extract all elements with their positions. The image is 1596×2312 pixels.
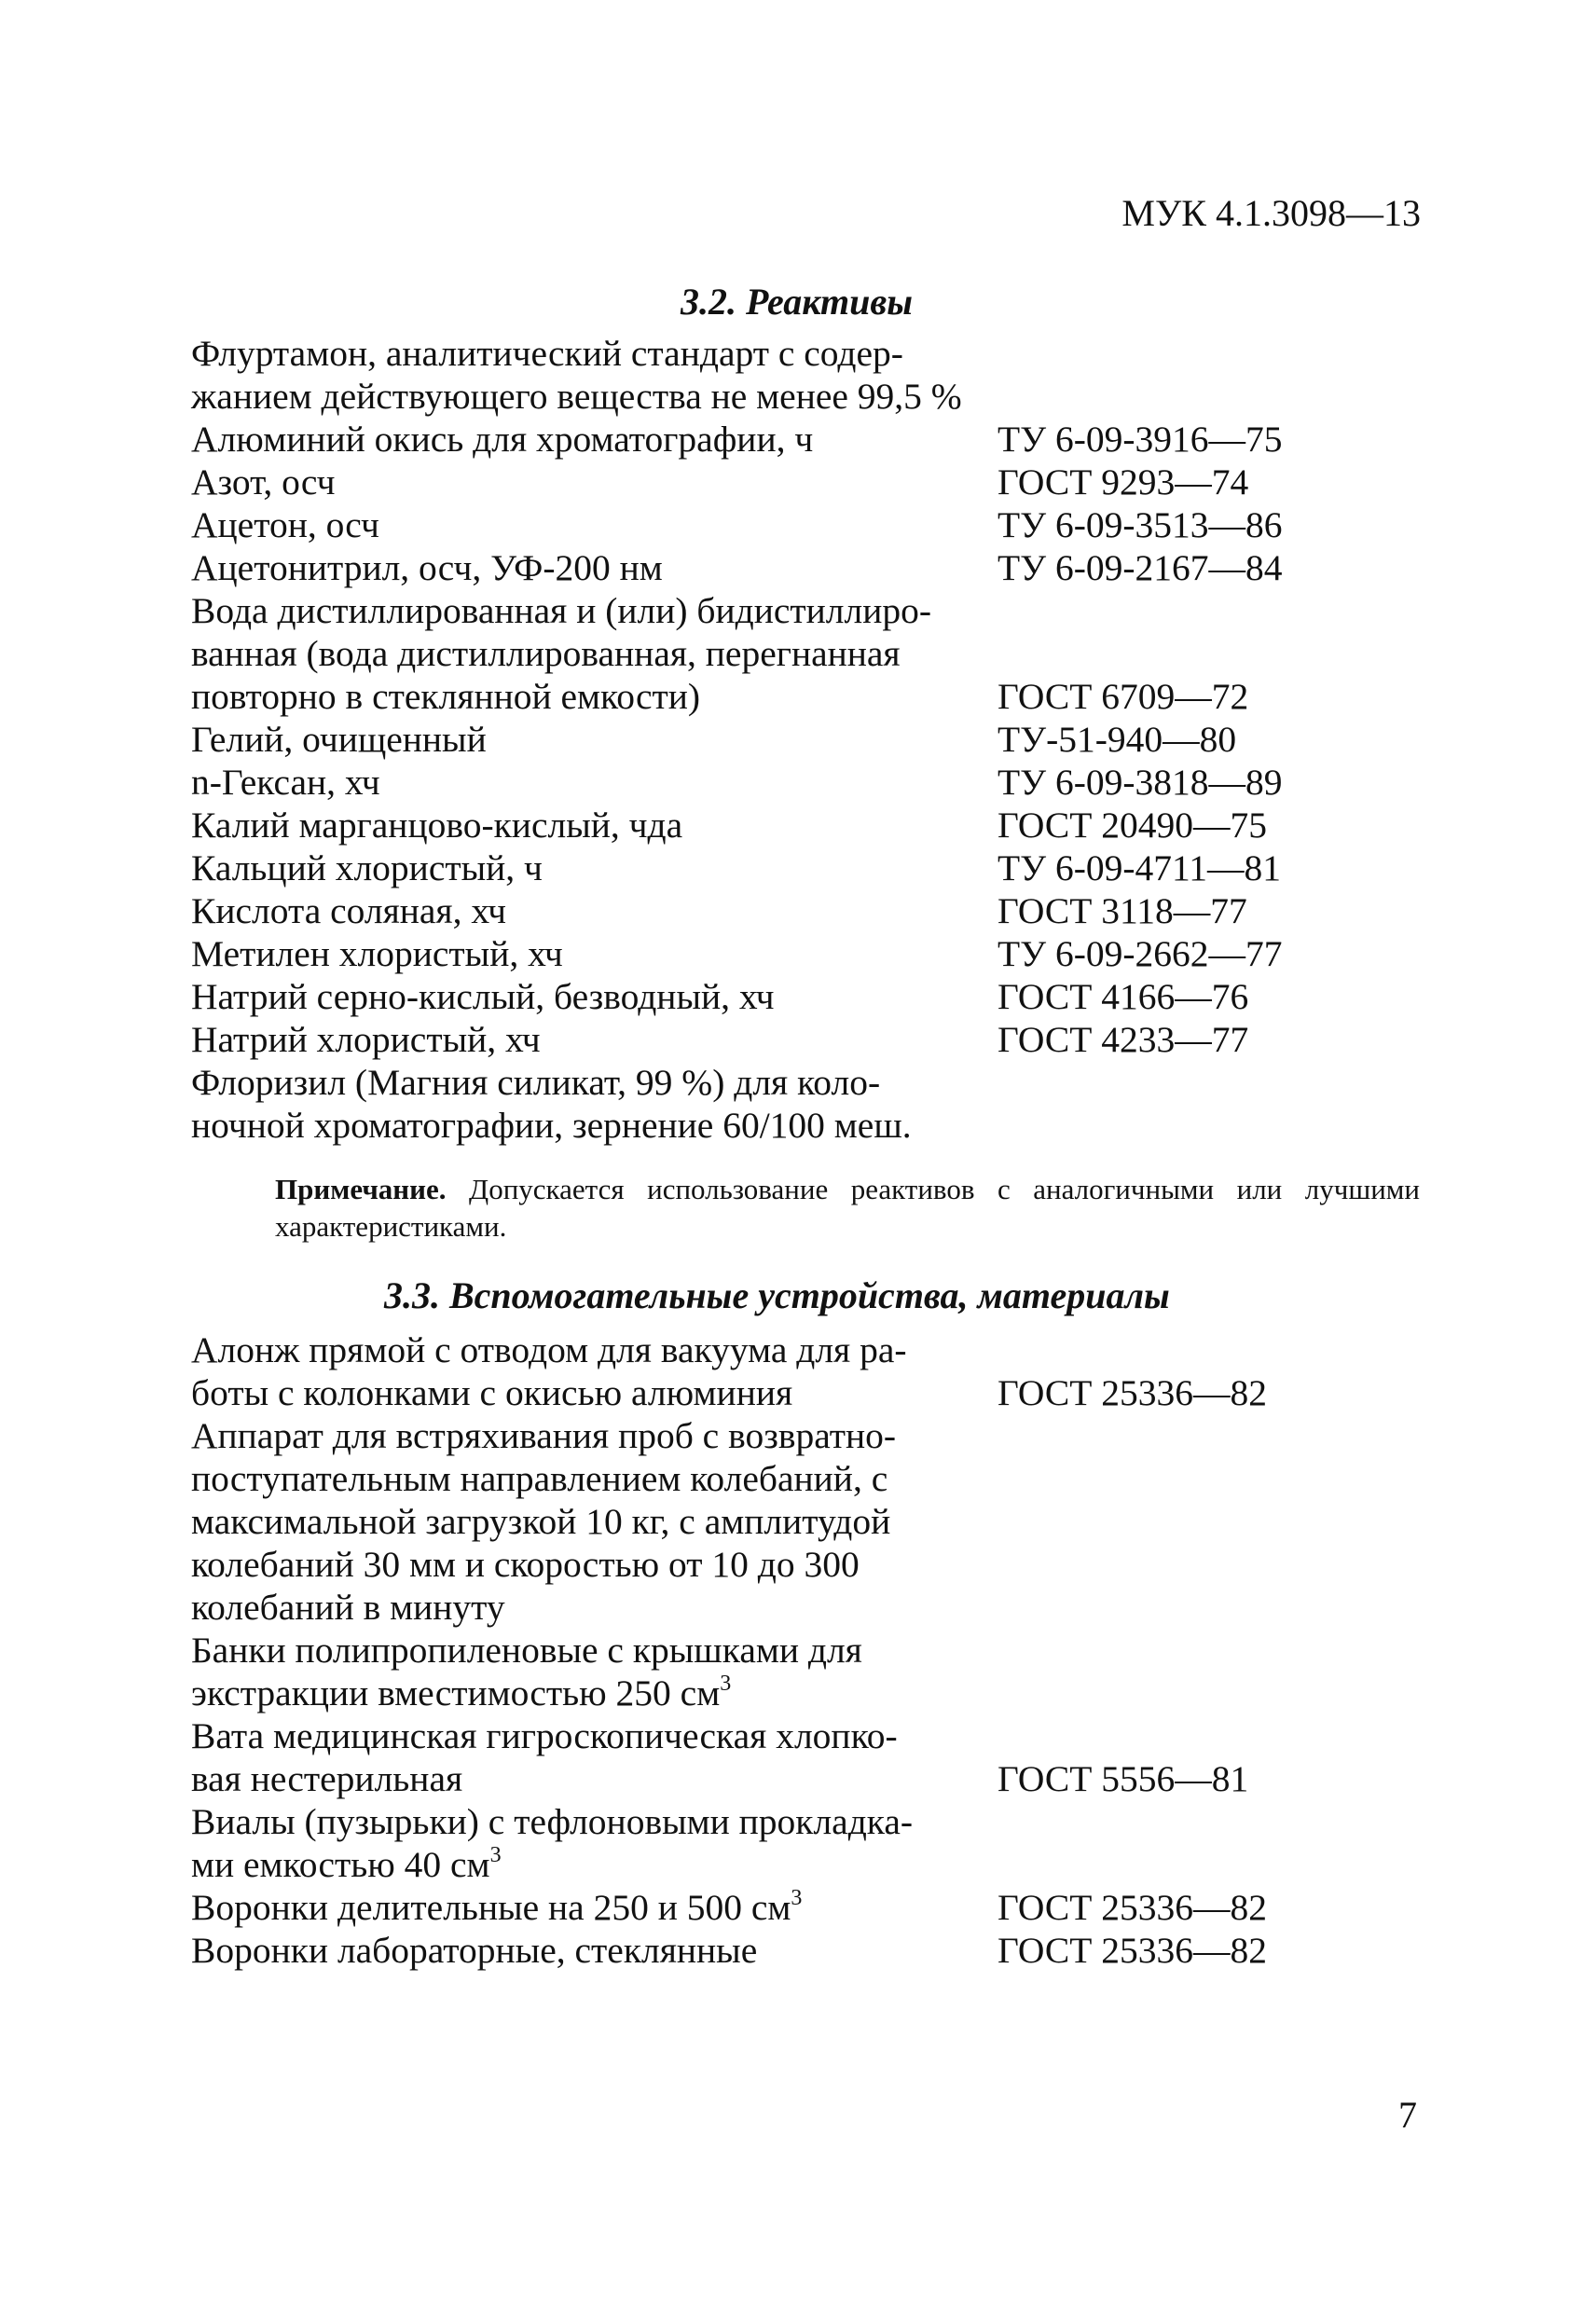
equipment-row-name-line [191,1371,998,1414]
reagent-row-name-line [191,503,998,546]
equipment-row-standard: ГОСТ 5556—81 [998,1758,1249,1799]
reagent-row-name-text: Кальций хлористый, ч [191,847,543,888]
equipment-row-name [191,1714,998,1800]
reagent-row-name-line [191,546,998,589]
reagent-row [191,846,1283,889]
equipment-row-name-text: Банки полипропиленовые с крышками для [191,1630,862,1671]
equipment-section-title: 3.3. Вспомогательные устройства, материалы [384,1274,1170,1316]
equipment-row [191,1629,1267,1714]
equipment-row-name-line [191,1629,998,1672]
equipment-row-standard: ГОСТ 25336—82 [998,1887,1267,1928]
equipment-row-name-text: максимальной загрузкой 10 кг, с амплитудой [191,1501,891,1542]
equipment-row-name-text: Виалы (пузырьки) с тефлоновыми прокладка- [191,1801,914,1842]
equipment-row-name-line [191,1929,998,1972]
equipment-row [191,1414,1267,1629]
reagent-row [191,804,1283,846]
reagent-row-name-text: ночной хроматографии, зернение 60/100 меш. [191,1105,912,1146]
equipment-row-name-line [191,1457,998,1500]
note-text: Допускается использование реактивов с аналогичными или лучшими характеристиками. [275,1173,1420,1243]
equipment-row-name [191,1629,998,1714]
reagent-row-standard: ГОСТ 3118—77 [998,890,1247,931]
reagent-row-name-line [191,846,998,889]
reagent-row-name-line [191,889,998,932]
equipment-row [191,1800,1267,1886]
reagent-row-name [191,546,998,589]
equipment-row-name-line [191,1543,998,1586]
reagent-row-standard: ТУ 6-09-3818—89 [998,762,1283,803]
reagent-row [191,332,1283,418]
reagent-row-name [191,804,998,846]
reagent-row-name-text: Кислота соляная, хч [191,890,506,931]
equipment-row-name [191,1886,998,1929]
document-code: МУК 4.1.3098—13 [1121,192,1421,234]
reagent-row-standard: ГОСТ 20490—75 [998,805,1267,846]
equipment-row-name-line [191,1414,998,1457]
reagent-row-standard: ГОСТ 6709—72 [998,676,1249,717]
reagent-row-standard: ГОСТ 9293—74 [998,461,1249,502]
reagent-row-name [191,846,998,889]
reagent-row-name [191,1018,998,1061]
reagent-row-name-text: Ацетонитрил, осч, УФ-200 нм [191,547,663,588]
reagent-row-name-text: Метилен хлористый, хч [191,933,563,974]
reagent-row-name-line [191,332,998,375]
reagent-row-name-text: ванная (вода дистиллированная, перегнанная [191,633,901,674]
reagent-row-name-text: Флоризил (Магния силикат, 99 %) для коло- [191,1062,881,1103]
reagent-row-name-text: Натрий серно-кислый, безводный, хч [191,976,775,1017]
reagent-row-name-line [191,418,998,461]
equipment-row-name-text: поступательным направлением колебаний, с [191,1458,888,1499]
reagent-row-name-text: жанием действующего вещества не менее 99,5 % [191,376,962,417]
equipment-row-name-text: Воронки лабораторные, стеклянные [191,1930,758,1971]
unit-superscript: 3 [791,1886,803,1910]
reagent-row-name [191,461,998,503]
reagent-row-name-line [191,375,998,418]
equipment-row-name [191,1328,998,1414]
equipment-row [191,1886,1267,1929]
reagent-row-name [191,718,998,761]
equipment-row-name-line [191,1500,998,1543]
page-number: 7 [1398,2094,1417,2136]
equipment-row-name-text: колебаний в минуту [191,1587,505,1628]
reagent-row [191,546,1283,589]
reagent-row-name-line [191,675,998,718]
reagent-row-name-text: Натрий хлористый, хч [191,1019,541,1060]
reagent-row-standard: ТУ 6-09-4711—81 [998,847,1282,888]
reagent-row-standard: ТУ 6-09-3513—86 [998,504,1283,545]
equipment-row-name-text: Алонж прямой с отводом для вакуума для ра- [191,1329,907,1370]
reagent-row [191,761,1283,804]
reagent-row-name [191,1061,998,1147]
equipment-row-name-text: Аппарат для встряхивания проб с возвратно- [191,1415,897,1456]
reagent-row-name-line [191,718,998,761]
equipment-row [191,1714,1267,1800]
reagent-row-name-line [191,1018,998,1061]
equipment-row-name-text: колебаний 30 мм и скоростью от 10 до 300 [191,1544,860,1585]
reagent-row-name [191,332,998,418]
unit-superscript: 3 [720,1672,732,1696]
reagent-row [191,418,1283,461]
reagent-row-name-line [191,461,998,503]
equipment-row-name-line [191,1843,998,1886]
reagent-row [191,932,1283,975]
equipment-row-standard: ГОСТ 25336—82 [998,1930,1267,1971]
reagent-row-name-text: Ацетон, осч [191,504,379,545]
equipment-row-name-line [191,1886,998,1929]
reagent-row [191,503,1283,546]
reagent-row-name-line [191,761,998,804]
reagent-row-standard: ТУ 6-09-2167—84 [998,547,1283,588]
equipment-row-name [191,1414,998,1629]
reagent-row [191,1061,1283,1147]
reagent-row-name-text: Алюминий окись для хроматографии, ч [191,419,814,460]
reagent-row-name-text: Гелий, очищенный [191,719,487,760]
equipment-row [191,1929,1267,1972]
reagent-row [191,461,1283,503]
reagent-row [191,589,1283,718]
reagent-row-name-line [191,589,998,632]
equipment-row-name-line [191,1586,998,1629]
equipment-row [191,1328,1267,1414]
reagent-row-name [191,503,998,546]
reagent-row-name-text: Азот, осч [191,461,336,502]
reagent-row-standard: ГОСТ 4166—76 [998,976,1249,1017]
equipment-row-name-text: ми емкостью 40 см [191,1844,490,1885]
reagents-note [191,1171,1420,1245]
reagent-row [191,889,1283,932]
reagent-row-name [191,589,998,718]
reagent-row [191,718,1283,761]
equipment-row-name-text: Воронки делительные на 250 и 500 см [191,1887,791,1928]
reagent-row-name-text: n-Гексан, хч [191,762,380,803]
reagents-list [191,332,1283,1147]
reagent-row-name-line [191,975,998,1018]
reagent-row-standard: ТУ 6-09-3916—75 [998,419,1283,460]
reagent-row-name [191,761,998,804]
equipment-row-name-line [191,1800,998,1843]
equipment-row-name-text: Вата медицинская гигроскопическая хлопко- [191,1715,898,1756]
reagent-row-name [191,975,998,1018]
reagent-row-standard: ТУ-51-940—80 [998,719,1237,760]
equipment-row-name-text: боты с колонками с окисью алюминия [191,1372,793,1413]
reagent-row-standard: ГОСТ 4233—77 [998,1019,1249,1060]
reagent-row-name-text: Флуртамон, аналитический стандарт с содер- [191,333,903,374]
reagent-row-standard: ТУ 6-09-2662—77 [998,933,1283,974]
unit-superscript: 3 [489,1843,502,1867]
equipment-row-name [191,1800,998,1886]
reagent-row-name [191,932,998,975]
reagent-row-name [191,889,998,932]
equipment-row-name-text: вая нестерильная [191,1758,463,1799]
equipment-list [191,1328,1267,1972]
equipment-row-name-line [191,1757,998,1800]
reagent-row-name-line [191,1061,998,1104]
reagent-row-name-text: Калий марганцово-кислый, чда [191,805,683,846]
reagents-section-title: 3.2. Реактивы [681,281,913,323]
equipment-row-name-line [191,1672,998,1714]
equipment-row-name [191,1929,998,1972]
reagent-row-name-text: повторно в стеклянной емкости) [191,676,701,717]
reagent-row-name-text: Вода дистиллированная и (или) бидистиллиро- [191,590,932,631]
equipment-row-name-line [191,1328,998,1371]
equipment-row-standard: ГОСТ 25336—82 [998,1372,1267,1413]
reagent-row-name [191,418,998,461]
reagent-row [191,975,1283,1018]
note-label: Примечание. [275,1173,447,1205]
equipment-row-name-line [191,1714,998,1757]
reagent-row-name-line [191,804,998,846]
reagent-row-name-line [191,632,998,675]
reagent-row-name-line [191,1104,998,1147]
reagent-row-name-line [191,932,998,975]
equipment-row-name-text: экстракции вместимостью 250 см [191,1672,721,1713]
reagent-row [191,1018,1283,1061]
